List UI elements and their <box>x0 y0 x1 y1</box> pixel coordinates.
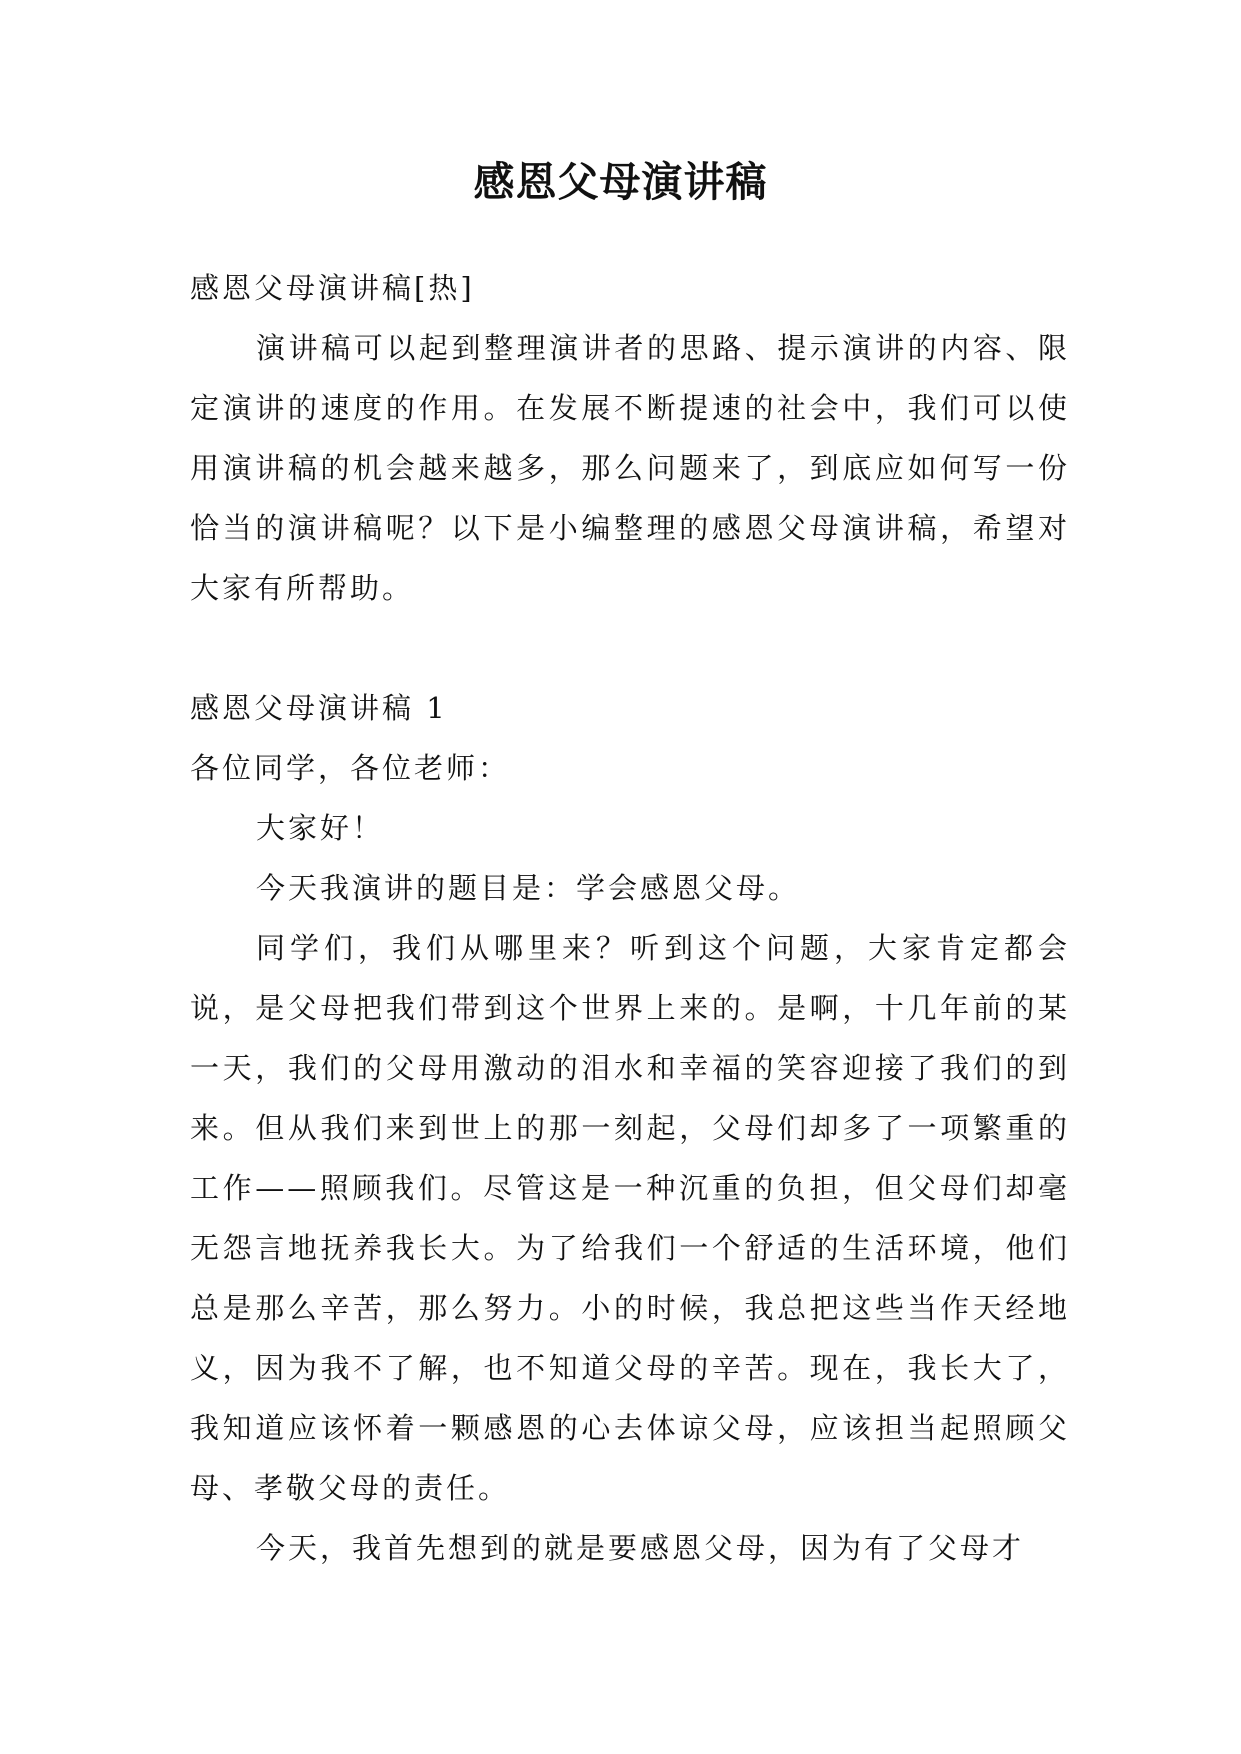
speech-topic: 今天我演讲的题目是：学会感恩父母。 <box>256 871 801 905</box>
greeting: 大家好！ <box>256 811 385 845</box>
document-title: 感恩父母演讲稿 <box>473 158 768 206</box>
intro-paragraph: 演讲稿可以起到整理演讲者的思路、提示演讲的内容、限定演讲的速度的作用。在发展不断提速的社会中，我们可以使用演讲稿的机会越来越多，那么问题来了，到底应如何写一份恰当的演讲稿呢？以下是小编整理的感恩父母演讲稿，希望对大家有所帮助。 <box>190 331 1070 605</box>
section-spacer <box>190 618 1070 678</box>
document-body <box>190 258 1070 1578</box>
document-subtitle: 感恩父母演讲稿[热] <box>190 271 475 305</box>
body-paragraph: 今天，我首先想到的就是要感恩父母，因为有了父母才 <box>256 1531 1025 1565</box>
body-paragraph: 同学们，我们从哪里来？听到这个问题，大家肯定都会说，是父母把我们带到这个世界上来的。是啊，十几年前的某一天，我们的父母用激动的泪水和幸福的笑容迎接了我们的到来。但从我们来到世上的那一刻起，父母们却多了一项繁重的工作——照顾我们。尽管这是一种沉重的负担，但父母们却毫无怨言地抚养我长大。为了给我们一个舒适的生活环境，他们总是那么辛苦，那么努力。小的时候，我总把这些当作天经地义，因为我不了解，也不知道父母的辛苦。现在，我长大了，我知道应该怀着一颗感恩的心去体谅父母，应该担当起照顾父母、孝敬父母的责任。 <box>190 931 1070 1505</box>
salutation: 各位同学，各位老师： <box>190 751 511 785</box>
section-heading: 感恩父母演讲稿 1 <box>190 691 448 725</box>
